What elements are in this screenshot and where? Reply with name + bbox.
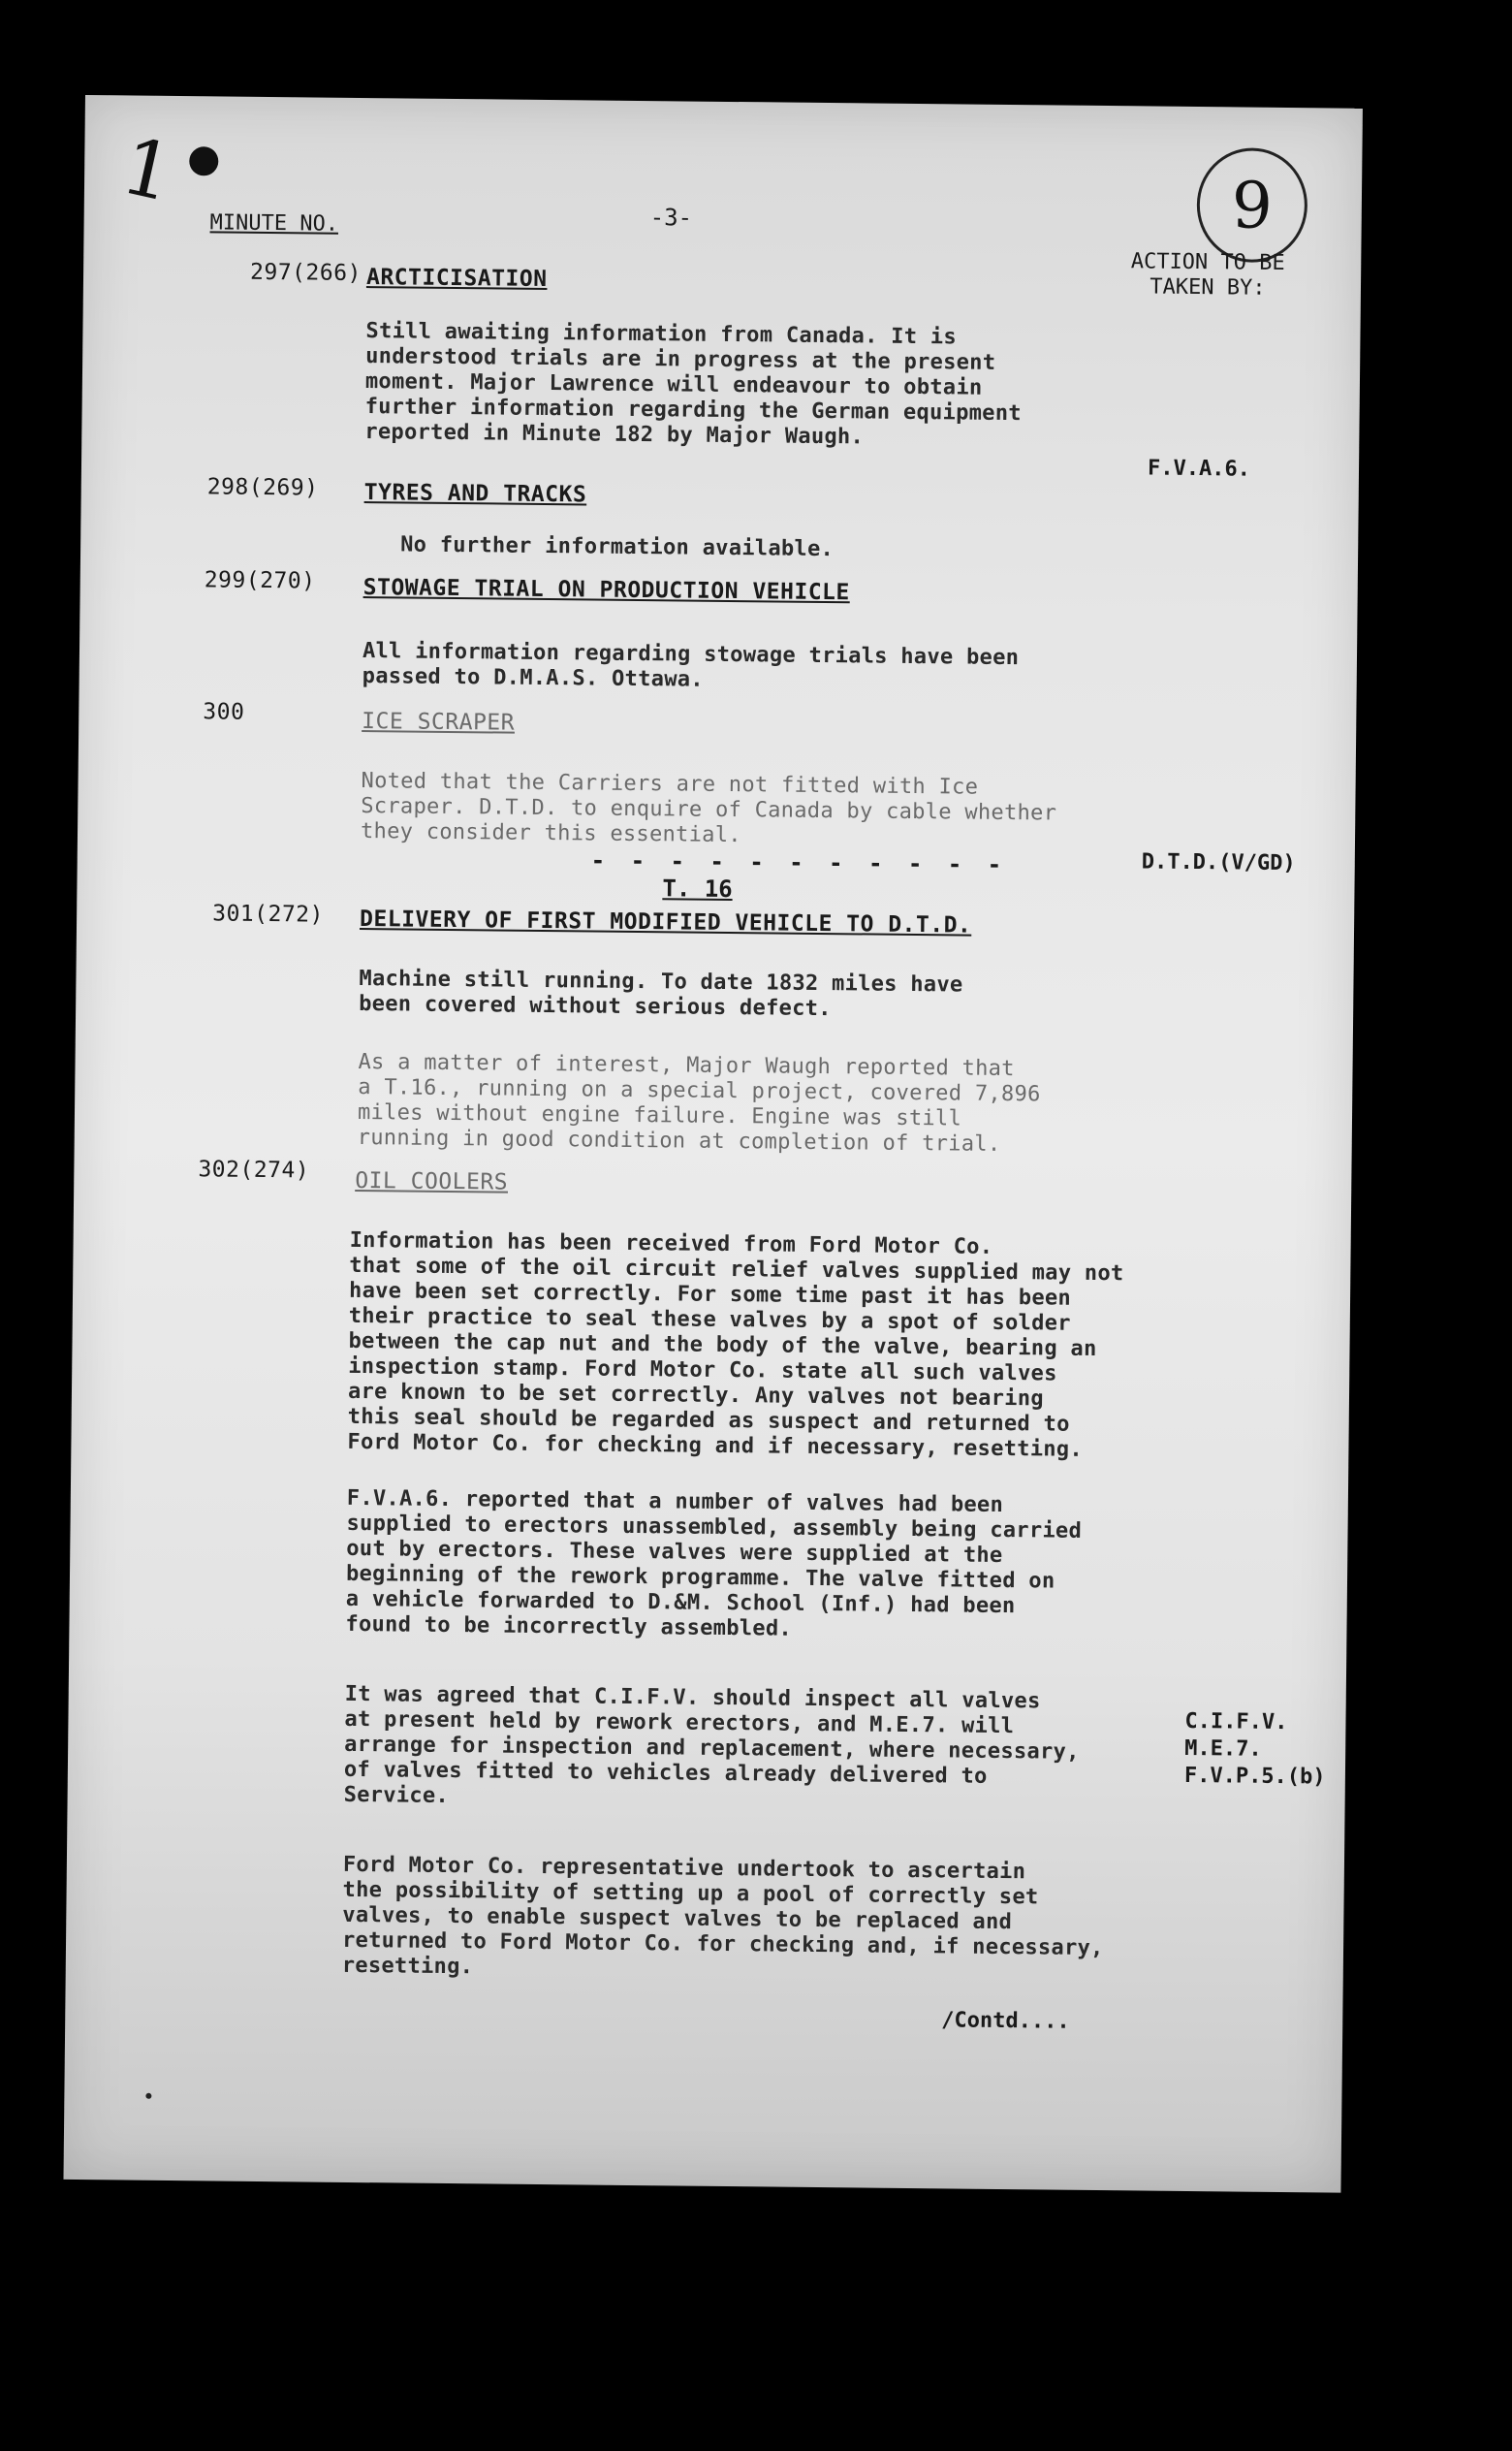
- document-page: [63, 95, 1362, 2193]
- item-paragraph: As a matter of interest, Major Waugh reported that a T.16., running on a special project, covered 7,896 miles without engine failure. Engine was still running in good condition at completion of trial.: [357, 1050, 1041, 1157]
- section-divider: - - - - - - - - - - -: [590, 846, 1008, 879]
- item-heading: ARCTICISATION: [365, 265, 548, 293]
- action-party: F.V.A.6.: [1147, 456, 1251, 482]
- item-paragraph: Noted that the Carriers are not fitted with Ice Scraper. D.T.D. to enquire of Canada by cable whether they consider this essential.: [360, 769, 1057, 848]
- item-paragraph: Ford Motor Co. representative undertook to ascertain the possibility of setting up a pool of correctly set valves, to enable suspect valves to be replaced and returned to Ford Motor Co. for checking and, if necessary, resetting.: [341, 1852, 1104, 1980]
- item-heading: TYRES AND TRACKS: [363, 480, 587, 508]
- item-heading: STOWAGE TRIAL ON PRODUCTION VEHICLE: [362, 575, 850, 606]
- action-header: [1130, 249, 1286, 302]
- item-number: 298(269): [206, 474, 319, 501]
- item-number: 301(272): [212, 901, 325, 928]
- folio-number: 9: [1231, 167, 1274, 243]
- action-party: D.T.D.(V/GD): [1141, 849, 1296, 876]
- action-header-text: ACTION TO BE TAKEN BY:: [1130, 249, 1285, 301]
- item-number: 302(274): [198, 1157, 310, 1184]
- page-number: -3-: [649, 204, 693, 232]
- item-paragraph: F.V.A.6. reported that a number of valves had been supplied to erectors unassembled, assembly being carried out by erectors. These valves were supplied at the beginning of the rework programme. The valve fitted on a vehicle forwarded to D.&M. School (Inf.) had been found to be incorrectly assembled.: [345, 1485, 1083, 1641]
- item-paragraph: Machine still running. To date 1832 miles have been covered without serious defect.: [359, 967, 963, 1022]
- ink-dot: [189, 146, 218, 175]
- item-number: 297(266): [249, 259, 362, 286]
- handwritten-mark: 1: [113, 120, 182, 220]
- item-paragraph: Still awaiting information from Canada. It is understood trials are in progress at the present moment. Major Lawrence will endeavour to obtain further information regarding the German equipment reported in Minute 182 by Major Waugh.: [364, 319, 1023, 450]
- action-party: C.I.F.V. M.E.7. F.V.P.5.(b): [1183, 1708, 1326, 1790]
- section-title: T. 16: [662, 875, 733, 904]
- folio-stamp: [1196, 147, 1307, 263]
- item-heading: OIL COOLERS: [355, 1167, 509, 1195]
- item-paragraph: It was agreed that C.I.F.V. should inspect all valves at present held by rework erectors, and M.E.7. will arrange for inspection and replacement, where necessary, of valves fitted to vehicles already delivered to Service.: [343, 1681, 1080, 1809]
- item-paragraph: All information regarding stowage trials have been passed to D.M.A.S. Ottawa.: [362, 639, 1020, 692]
- minute-no-label: MINUTE NO.: [209, 210, 339, 237]
- item-paragraph: Information has been received from Ford Motor Co. that some of the oil circuit relief valves supplied may not have been set correctly. For some time past it has been their practice to seal these valves by a spot of solder between the cap nut and the body of the valve, bearing an inspection stamp. Ford Motor Co. state all such valves are known to be set correctly. Any valves not bearing this seal should be regarded as suspect and returned to Ford Motor Co. for checking and if necessary, resetting.: [347, 1227, 1124, 1462]
- item-heading: ICE SCRAPER: [362, 709, 516, 736]
- item-heading: DELIVERY OF FIRST MODIFIED VEHICLE TO D.T.D.: [359, 907, 972, 939]
- item-number: 300: [203, 699, 245, 725]
- ink-speck: [145, 2093, 151, 2099]
- item-paragraph: No further information available.: [400, 532, 835, 562]
- item-number: 299(270): [204, 567, 316, 594]
- continued-marker: /Contd....: [941, 2008, 1070, 2034]
